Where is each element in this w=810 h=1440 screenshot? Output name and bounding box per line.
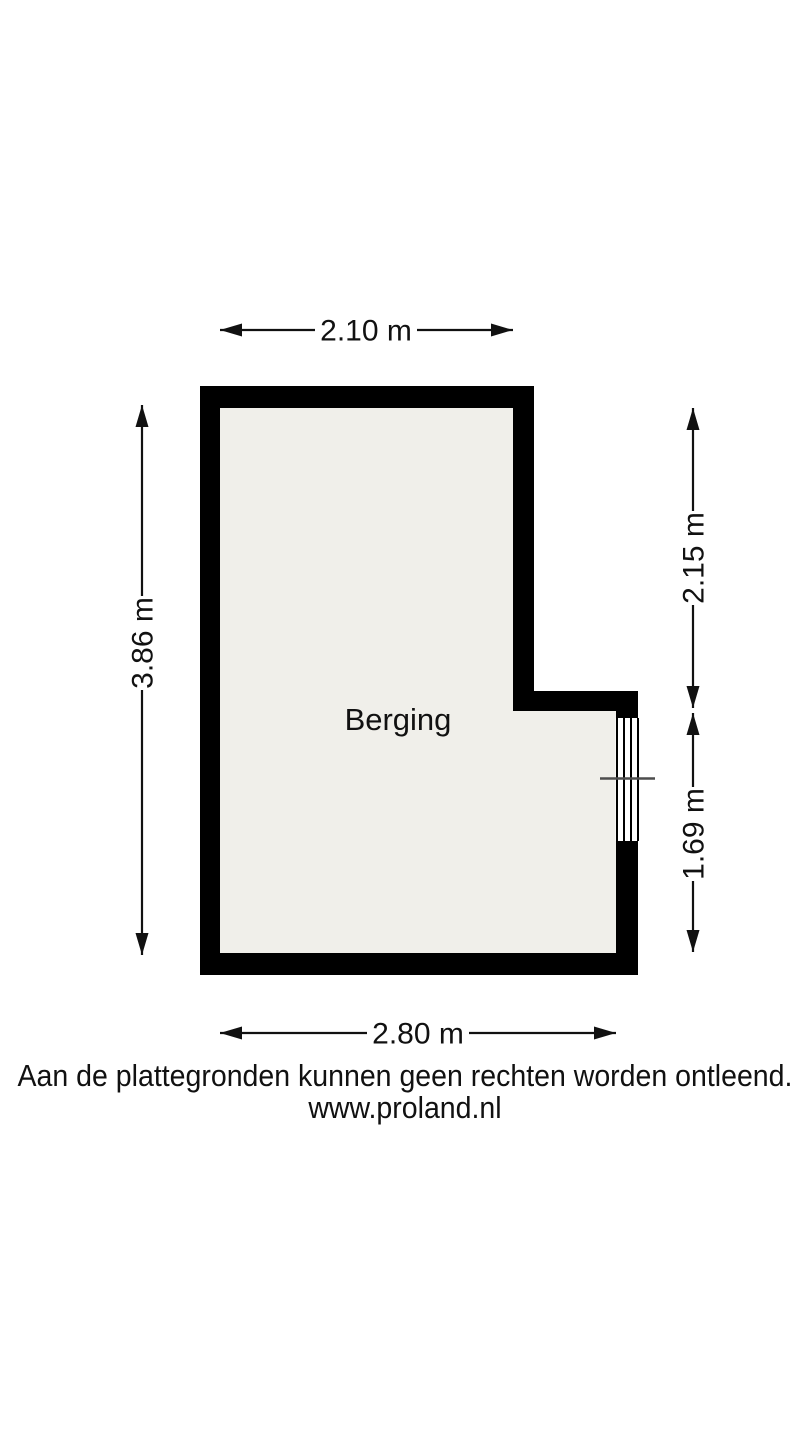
arrow-up-icon xyxy=(136,405,149,427)
dimension-right-upper xyxy=(673,408,713,708)
arrow-left-icon xyxy=(220,1027,242,1040)
arrow-down-icon xyxy=(136,933,149,955)
arrow-up-icon xyxy=(687,408,700,430)
room-label: Berging xyxy=(344,702,452,737)
footer-website: www.proland.nl xyxy=(308,1090,502,1126)
footer-disclaimer: Aan de plattegronden kunnen geen rechten worden ontleend. xyxy=(17,1058,793,1094)
dimension-top xyxy=(220,310,513,350)
dimension-top-label: 2.10 m xyxy=(320,314,412,348)
arrow-right-icon xyxy=(594,1027,616,1040)
dimension-left xyxy=(122,405,162,955)
arrow-left-icon xyxy=(220,324,242,337)
arrow-down-icon xyxy=(687,686,700,708)
arrow-up-icon xyxy=(687,713,700,735)
room-berging xyxy=(200,386,655,975)
footer xyxy=(18,1059,793,1125)
dimension-right-lower xyxy=(673,713,713,952)
dimension-bottom-label: 2.80 m xyxy=(372,1017,464,1051)
arrow-right-icon xyxy=(491,324,513,337)
dimension-bottom xyxy=(220,1013,616,1053)
dimension-right-lower-label: 1.69 m xyxy=(677,788,711,880)
arrow-down-icon xyxy=(687,930,700,952)
dimension-right-upper-label: 2.15 m xyxy=(677,512,711,604)
room-floor xyxy=(220,408,616,953)
dimension-left-label: 3.86 m xyxy=(126,597,160,689)
